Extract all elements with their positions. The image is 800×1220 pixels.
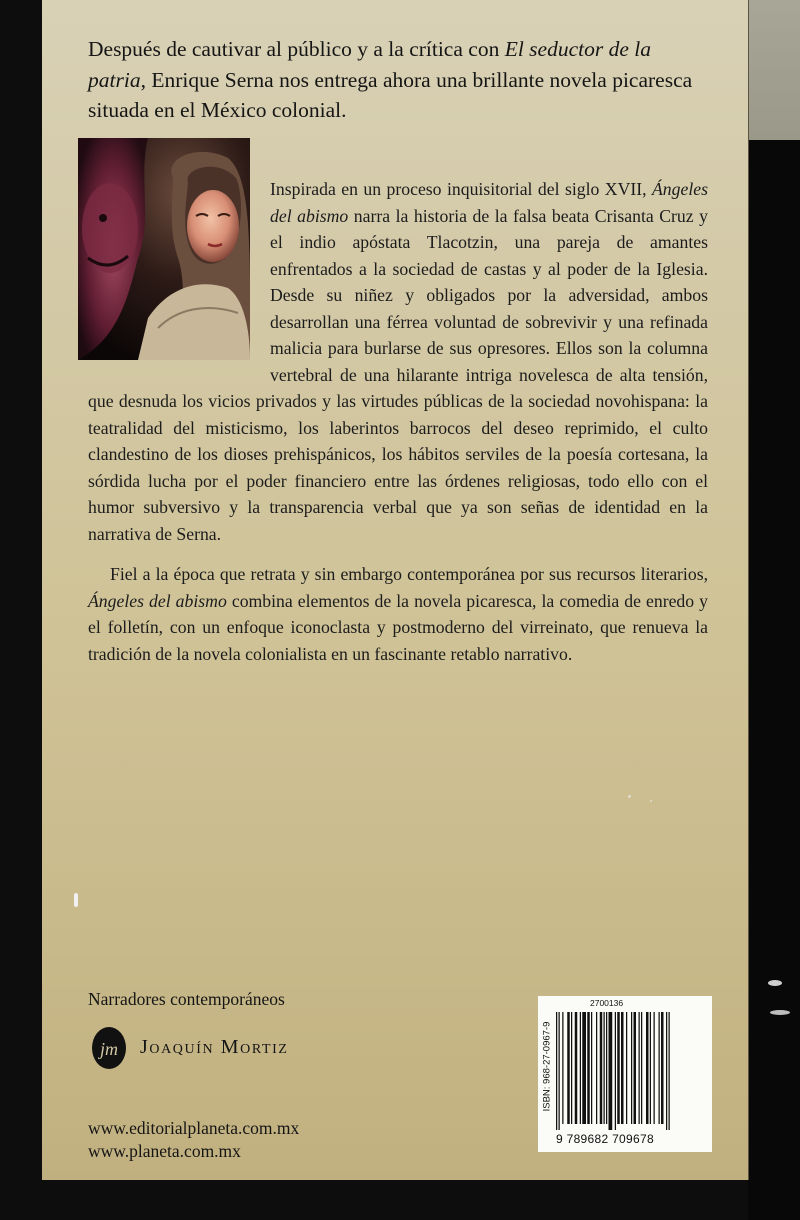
barcode-bar [621,1012,624,1124]
isbn-label: ISBN: 968-27-0967-9 [541,1021,553,1112]
barcode-bar [571,1012,572,1124]
barcode-bar [666,1012,667,1130]
barcode-bar [654,1012,655,1124]
publisher-name: Joaquín Mortiz [140,1036,289,1058]
scuff-mark [650,800,652,802]
barcode-bar [562,1012,563,1124]
barcode-bars [556,1012,706,1130]
isbn-barcode [538,996,712,1152]
barcode-bar [669,1012,670,1130]
barcode-bar [575,1012,578,1124]
barcode-bar [641,1012,642,1124]
barcode-bar [617,1012,620,1124]
url-planeta: www.planeta.com.mx [88,1141,241,1161]
scuff-mark [768,980,782,986]
barcode-bar [567,1012,570,1124]
intro-blurb [88,34,708,126]
p1-text-1: Inspirada en un proceso inquisitorial del siglo XVII, [270,179,652,199]
p1-text-2: narra la historia de la falsa beata Crisanta Cruz y el indio apóstata Tlacotzin, una pareja de amantes enfrentados a la sociedad de castas y al poder de la Iglesia. Desde su niñez y obligados por la adversidad, ambos desarrollan una férrea voluntad de sobrevivir y una refinada malicia para burlarse de sus opresores. Ellos son la columna vertebral de una hilarante intriga novelesca de alta tensión, que desnuda los vicios privados y las virtudes públicas de la sociedad novohispana: la teatralidad del misticismo, los laberintos barrocos del deseo reprimido, el culto clandestino de los dioses prehispánicos, los hábitos serviles de la poesía cortesana, la sórdida lucha por el poder financiero entre las órdenes religiosas, todo ello con el humor subversivo y la transparencia verbal que ya son señas de identidad en la narrativa de Serna. [88,205,708,544]
p2-title: Ángeles del abismo [88,590,227,611]
scuff-mark [770,1010,790,1015]
barcode-bar [646,1012,649,1124]
barcode-bar [591,1012,592,1124]
barcode-bar [582,1012,586,1124]
barcode-bar [587,1012,590,1124]
publisher-logo-icon [90,1026,128,1070]
barcode-code: 2700136 [590,998,624,1008]
p1-title: Ángeles del abismo [270,179,708,226]
synopsis-paragraph-2 [88,561,708,667]
publisher-logo-letters: jm [100,1039,118,1059]
barcode-bar [639,1012,640,1124]
intro-text-2: , Enrique Serna nos entrega ahora una brillante novela picaresca situada en el México colonial. [88,67,693,122]
p2-text-1: Fiel a la época que retrata y sin embargo contemporánea por sus recursos literarios, [110,564,708,584]
book-edge-light [748,0,800,140]
barcode-bar [615,1012,616,1130]
barcode-bar [626,1012,627,1124]
barcode-bar [606,1012,607,1124]
scuff-mark [74,893,78,907]
barcode-bar [659,1012,660,1124]
book-spine-shadow [748,140,800,1220]
intro-title: El seductor de la patria [88,37,651,92]
image-float-space [88,176,270,384]
intro-text-1: Después de cautivar al público y a la crítica con [88,37,505,61]
barcode-bar [600,1012,603,1124]
barcode-bar [559,1012,560,1130]
barcode-bar [580,1012,581,1124]
barcode-bar [631,1012,632,1124]
p2-text-2: combina elementos de la novela picaresca, la comedia de enredo y el folletín, con un enfoque iconoclasta y postmoderno del virreinato, que renueva la tradición de la novela colonialista en un fascinante retablo narrativo. [88,590,709,664]
barcode-bar [634,1012,637,1124]
barcode-bar [650,1012,651,1124]
synopsis [88,176,708,667]
series-name: Narradores contemporáneos [88,989,285,1009]
url-editorialplaneta: www.editorialplaneta.com.mx [88,1118,300,1138]
barcode-bar [556,1012,557,1130]
barcode-bar [596,1012,597,1124]
barcode-bar [609,1012,613,1130]
scuff-mark [628,795,631,798]
barcode-digits: 9 789682 709678 [556,1132,654,1146]
barcode-bar [661,1012,664,1124]
barcode-bar [604,1012,605,1124]
